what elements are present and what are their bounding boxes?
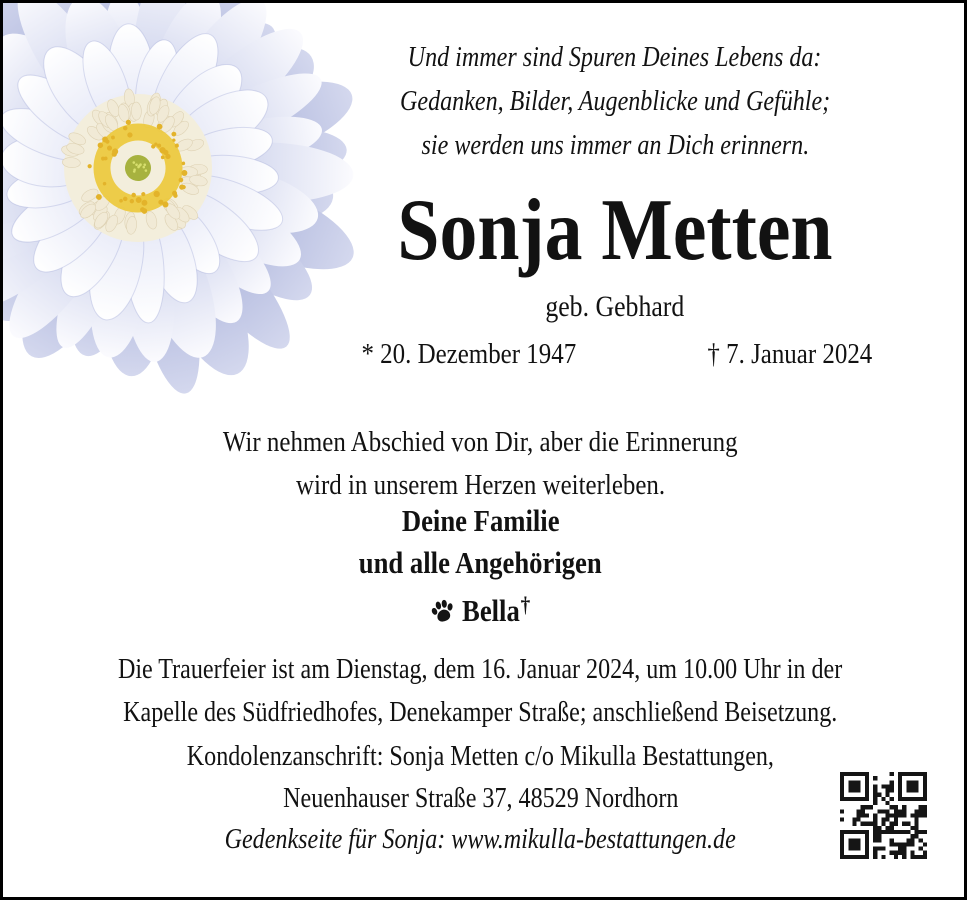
verse-line: Und immer sind Spuren Deines Lebens da: [408,42,822,73]
pet-name: Bella [461,593,520,628]
funeral-info [0,648,961,734]
farewell-text [0,421,961,507]
funeral-line: Die Trauerfeier ist am Dienstag, dem 16. Januar 2024, um 10.00 Uhr in der [118,654,843,685]
cross-icon: † [520,592,531,617]
pet-mourner-line [0,584,961,632]
memorial-verse [265,36,965,168]
birth-date: * 20. Dezember 1947 [361,338,577,370]
maiden-name: geb. Gebhard [545,290,685,323]
life-dates [265,338,965,371]
condolence-line: Neuenhauser Straße 37, 48529 Nordhorn [282,783,679,814]
verse-line: sie werden uns immer an Dich erinnern. [421,130,809,161]
funeral-line: Kapelle des Südfriedhofes, Denekamper Straße; anschließend Beisetzung. [123,697,838,728]
death-date: † 7. Januar 2024 [707,338,873,370]
mourners-family: Deine Familie [401,503,560,538]
memorial-page-line: Gedenkseite für Sonja: www.mikulla-bestattungen.de [224,824,737,855]
farewell-line: wird in unserem Herzen weiterleben. [295,469,666,501]
condolence-address [0,736,961,820]
farewell-line: Wir nehmen Abschied von Dir, aber die Erinnerung [223,426,738,458]
deceased-name: Sonja Metten [397,182,833,279]
verse-line: Gedanken, Bilder, Augenblicke und Gefühle; [399,86,831,117]
condolence-line: Kondolenzanschrift: Sonja Metten c/o Mikulla Bestattungen, [186,741,775,772]
qr-code [840,772,927,859]
mourners-block [0,500,961,632]
mourners-relatives: und alle Angehörigen [359,545,602,580]
paw-icon [431,599,454,624]
